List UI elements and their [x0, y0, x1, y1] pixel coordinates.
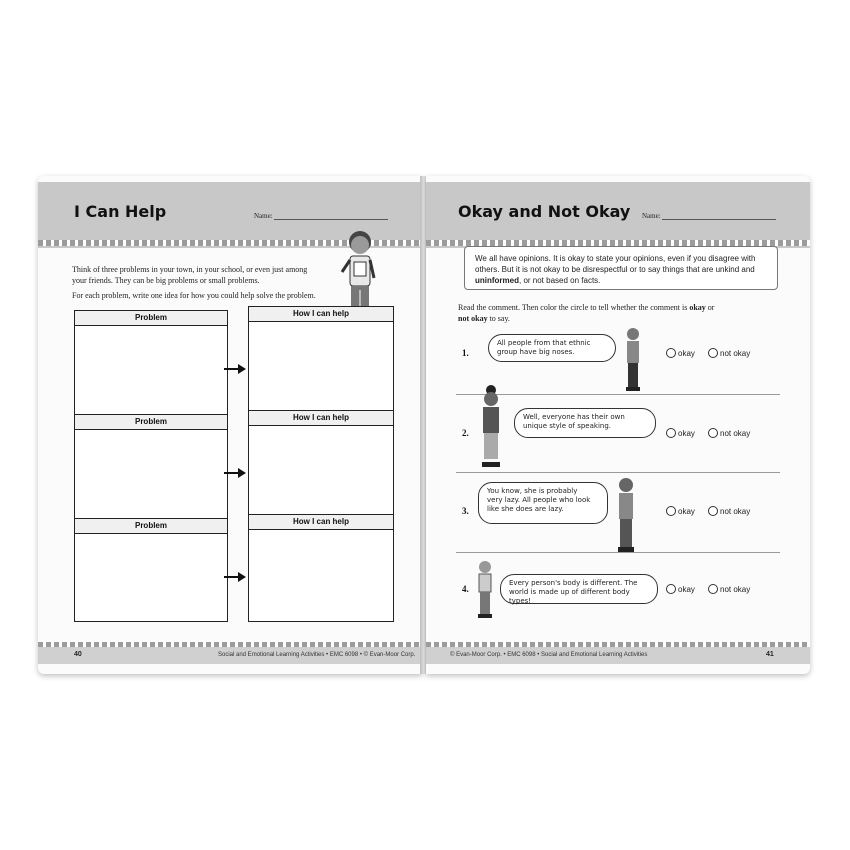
page-footer [38, 642, 422, 664]
help-box[interactable] [248, 306, 394, 416]
speech-bubble [478, 482, 608, 524]
radio-circle-icon[interactable] [708, 584, 718, 594]
footer-filmstrip [426, 642, 810, 647]
not-okay-option[interactable] [708, 428, 750, 438]
student-illustration [614, 476, 638, 554]
bubble-line: world is made up of different body types! [509, 588, 630, 605]
instruction-not-okay: not okay [458, 314, 488, 323]
bubble-line: Well, everyone has their own [523, 413, 625, 421]
not-okay-label: not okay [720, 584, 751, 594]
help-header: How I can help [249, 411, 393, 426]
page-number: 41 [766, 651, 774, 658]
bubble-line: like she does are lazy. [487, 505, 564, 513]
okay-label: okay [678, 506, 695, 516]
problem-box[interactable] [74, 310, 228, 416]
radio-circle-icon[interactable] [708, 506, 718, 516]
question-number: 3. [462, 506, 469, 516]
not-okay-option[interactable] [708, 584, 750, 594]
radio-circle-icon[interactable] [666, 506, 676, 516]
name-label: Name: [254, 212, 273, 220]
name-label: Name: [642, 212, 661, 220]
bubble-line: You know, she is probably [487, 487, 578, 495]
okay-option[interactable] [666, 584, 695, 594]
student-illustration [622, 326, 644, 392]
instruction-end: to say. [487, 314, 510, 323]
not-okay-option[interactable] [708, 506, 750, 516]
radio-circle-icon[interactable] [666, 348, 676, 358]
bubble-line: group have big noses. [497, 348, 575, 356]
footer-text: Social and Emotional Learning Activities • EMC 6098 • © Evan-Moor Corp. [218, 652, 416, 658]
divider [456, 472, 780, 473]
info-line-2: others. But it is not okay to be disrespectful or to say things that are unkind and [475, 265, 755, 274]
info-line-1: We all have opinions. It is okay to state your opinions, even if you disagree with [475, 254, 756, 263]
page-title: Okay and Not Okay [458, 202, 631, 221]
not-okay-label: not okay [720, 506, 751, 516]
help-box[interactable] [248, 514, 394, 622]
bubble-line: All people from that ethnic [497, 339, 591, 347]
speech-bubble [488, 334, 616, 362]
question-number: 1. [462, 348, 469, 358]
speech-bubble [500, 574, 658, 604]
instruction-or: or [705, 303, 715, 312]
right-page [426, 176, 810, 674]
instruction: For each problem, write one idea for how you could help solve the problem. [72, 291, 316, 300]
student-illustration [474, 560, 496, 622]
help-header: How I can help [249, 515, 393, 530]
not-okay-label: not okay [720, 348, 751, 358]
page-footer [426, 642, 810, 664]
okay-option[interactable] [666, 348, 695, 358]
info-line-3 [475, 275, 769, 286]
left-page [38, 176, 422, 674]
radio-circle-icon[interactable] [708, 428, 718, 438]
arrow-right-icon [224, 468, 246, 478]
okay-label: okay [678, 348, 695, 358]
bubble-line: very lazy. All people who look [487, 496, 591, 504]
intro-line-1: Think of three problems in your town, in your school, or even just among [72, 265, 308, 274]
open-workbook [38, 176, 810, 674]
divider [456, 552, 780, 553]
instruction-text: Read the comment. Then color the circle to tell whether the comment is [458, 303, 690, 312]
not-okay-option[interactable] [708, 348, 750, 358]
question-number: 4. [462, 584, 469, 594]
bubble-line: Every person's body is different. The [509, 579, 638, 587]
radio-circle-icon[interactable] [666, 428, 676, 438]
radio-circle-icon[interactable] [666, 584, 676, 594]
okay-label: okay [678, 584, 695, 594]
name-field[interactable] [274, 219, 388, 220]
arrow-right-icon [224, 572, 246, 582]
radio-circle-icon[interactable] [708, 348, 718, 358]
okay-label: okay [678, 428, 695, 438]
intro-line-2: your friends. They can be big problems or small problems. [72, 276, 260, 285]
problem-box[interactable] [74, 518, 228, 622]
instruction-okay: okay [689, 303, 706, 312]
problem-header: Problem [75, 519, 227, 534]
help-box[interactable] [248, 410, 394, 520]
footer-filmstrip [38, 642, 422, 647]
instruction-line-2 [458, 313, 510, 324]
problem-header: Problem [75, 415, 227, 430]
okay-option[interactable] [666, 506, 695, 516]
speech-bubble [514, 408, 656, 438]
student-illustration [476, 384, 506, 470]
problem-header: Problem [75, 311, 227, 326]
not-okay-label: not okay [720, 428, 751, 438]
page-number: 40 [74, 651, 82, 658]
footer-text: © Evan-Moor Corp. • EMC 6098 • Social and Emotional Learning Activities [450, 652, 648, 658]
okay-option[interactable] [666, 428, 695, 438]
info-box [464, 246, 778, 290]
bubble-line: unique style of speaking. [523, 422, 612, 430]
arrow-right-icon [224, 364, 246, 374]
name-field[interactable] [662, 219, 776, 220]
instruction-line-1 [458, 302, 714, 313]
problem-box[interactable] [74, 414, 228, 520]
help-header: How I can help [249, 307, 393, 322]
info-bold-word: uninformed [475, 276, 519, 285]
question-number: 2. [462, 428, 469, 438]
info-line-3-rest: , or not based on facts. [519, 276, 601, 285]
page-title: I Can Help [74, 202, 167, 221]
